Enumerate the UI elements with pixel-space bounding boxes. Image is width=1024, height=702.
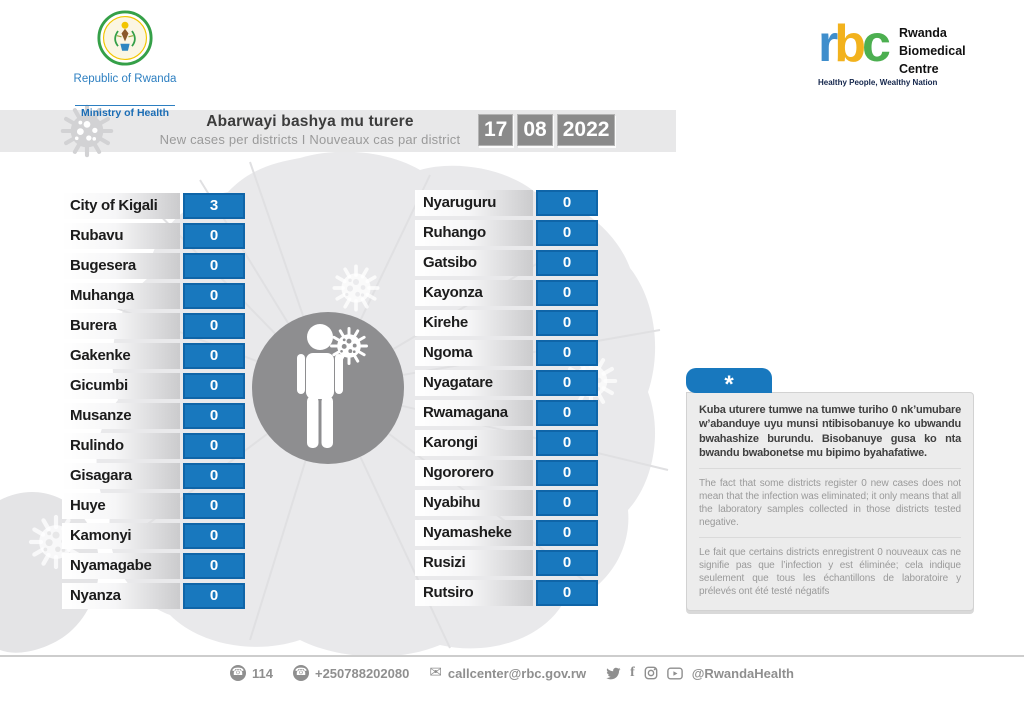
district-name: Musanze [62, 403, 180, 429]
banner-subtitle: New cases per districts I Nouveaux cas par district [159, 132, 461, 147]
district-name: Rubavu [62, 223, 180, 249]
person-infographic [252, 312, 404, 464]
district-name: Rulindo [62, 433, 180, 459]
email-icon: ✉ [429, 664, 442, 681]
district-cases-value: 0 [183, 553, 245, 579]
district-row [62, 373, 245, 399]
district-row [62, 493, 245, 519]
district-name: Karongi [415, 430, 533, 456]
district-row [62, 313, 245, 339]
banner-title-block [140, 113, 480, 147]
district-name: Gicumbi [62, 373, 180, 399]
district-cases-value: 0 [183, 313, 245, 339]
district-cases-value: 0 [536, 430, 598, 456]
district-row [62, 583, 245, 609]
district-cases-value: 0 [536, 460, 598, 486]
district-cases-value: 0 [536, 490, 598, 516]
district-row [415, 490, 598, 516]
district-name: Ngoma [415, 340, 533, 366]
district-row [415, 370, 598, 396]
district-name: Nyamasheke [415, 520, 533, 546]
district-row [62, 343, 245, 369]
moh-logo [60, 10, 190, 121]
district-cases-value: 0 [536, 340, 598, 366]
social-icons [606, 665, 794, 681]
district-name: Gisagara [62, 463, 180, 489]
district-cases-value: 0 [536, 280, 598, 306]
district-name: Nyaruguru [415, 190, 533, 216]
district-cases-value: 0 [183, 403, 245, 429]
note-french: Le fait que certains districts enregistrent 0 nouveaux cas ne signifie pas que l’infection y est éliminée; cela indique seulement que tous les échantillons de laboratoire y prélevés ont été testé négatifs [699, 547, 961, 598]
note-box [686, 392, 974, 611]
district-row [415, 340, 598, 366]
district-name: Gatsibo [415, 250, 533, 276]
date-day: 17 [478, 114, 513, 146]
phone-number: +250788202080 [314, 665, 410, 681]
district-row [415, 400, 598, 426]
district-row [62, 253, 245, 279]
district-cases-value: 0 [536, 310, 598, 336]
district-name: Nyamagabe [62, 553, 180, 579]
district-row [415, 460, 598, 486]
district-row [415, 250, 598, 276]
twitter-icon [606, 667, 621, 680]
district-name: City of Kigali [62, 193, 180, 219]
rbc-logo-letters: rbc [818, 15, 887, 73]
divider [699, 468, 961, 469]
district-cases-value: 3 [183, 193, 245, 219]
district-row [415, 220, 598, 246]
footer-hotline [230, 665, 273, 681]
footer-email [429, 665, 586, 681]
district-row [415, 550, 598, 576]
asterisk-marker: * [724, 371, 734, 398]
date-year: 2022 [557, 114, 616, 146]
district-name: Nyanza [62, 583, 180, 609]
district-name: Muhanga [62, 283, 180, 309]
district-cases-value: 0 [183, 223, 245, 249]
phone-icon: ☎ [230, 665, 246, 681]
district-cases-value: 0 [183, 523, 245, 549]
note-marker-tab [686, 368, 772, 398]
banner-title: Abarwayi bashya mu turere [206, 113, 414, 130]
district-cases-value: 0 [536, 580, 598, 606]
district-row [415, 190, 598, 216]
district-row [62, 283, 245, 309]
district-name: Huye [62, 493, 180, 519]
district-cases-value: 0 [183, 433, 245, 459]
moh-country-label: Republic of Rwanda [73, 73, 177, 85]
note-english: The fact that some districts register 0 new cases does not mean that the infection was eliminated; it only means that all the laboratory samples collected in those districts tested negative. [699, 478, 961, 529]
district-row [62, 463, 245, 489]
district-cases-value: 0 [183, 583, 245, 609]
rwanda-coat-of-arms [96, 10, 154, 66]
district-row [62, 553, 245, 579]
rbc-tagline: Healthy People, Wealthy Nation [818, 78, 938, 87]
district-cases-value: 0 [536, 190, 598, 216]
district-cases-value: 0 [536, 370, 598, 396]
district-name: Rutsiro [415, 580, 533, 606]
district-name: Nyabihu [415, 490, 533, 516]
note-kinyarwanda: Kuba uturere tumwe na tumwe turiho 0 nk’umubare w’abanduye uyu munsi ntibisobanuye ko ubwandu bwahashize burundu. Bisobanuye gusa ko nta bwandu bwabonetse mu bipimo byahafatiwe. [699, 404, 961, 459]
district-cases-value: 0 [536, 400, 598, 426]
divider [699, 537, 961, 538]
district-row [415, 310, 598, 336]
district-row [415, 520, 598, 546]
district-cases-value: 0 [183, 253, 245, 279]
district-name: Bugesera [62, 253, 180, 279]
district-row [62, 193, 245, 219]
instagram-icon [644, 666, 658, 680]
district-name: Kayonza [415, 280, 533, 306]
district-row [62, 403, 245, 429]
hotline-number: 114 [252, 665, 273, 681]
district-row [415, 280, 598, 306]
rbc-logo [818, 15, 966, 87]
district-row [62, 523, 245, 549]
district-name: Rusizi [415, 550, 533, 576]
social-handle: @RwandaHealth [691, 665, 794, 681]
district-name: Gakenke [62, 343, 180, 369]
footer-phone [293, 665, 409, 681]
district-cases-value: 0 [536, 520, 598, 546]
rbc-name: Rwanda Biomedical Centre [898, 26, 966, 77]
district-name: Rwamagana [415, 400, 533, 426]
district-name: Kamonyi [62, 523, 180, 549]
district-row [415, 430, 598, 456]
district-cases-value: 0 [183, 343, 245, 369]
district-name: Kirehe [415, 310, 533, 336]
district-row [415, 580, 598, 606]
district-name: Burera [62, 313, 180, 339]
district-cases-value: 0 [183, 493, 245, 519]
district-cases-value: 0 [536, 250, 598, 276]
district-cases-value: 0 [536, 220, 598, 246]
districts-right-column [415, 190, 598, 610]
footer [0, 655, 1024, 702]
date-month: 08 [517, 114, 552, 146]
district-cases-value: 0 [536, 550, 598, 576]
moh-ministry-label: Ministry of Health [75, 105, 175, 119]
district-name: Nyagatare [415, 370, 533, 396]
district-row [62, 433, 245, 459]
district-name: Ngororero [415, 460, 533, 486]
youtube-icon [667, 667, 683, 680]
district-cases-value: 0 [183, 283, 245, 309]
district-row [62, 223, 245, 249]
district-name: Ruhango [415, 220, 533, 246]
report-date [478, 114, 615, 146]
districts-left-column [62, 193, 245, 613]
email-address: callcenter@rbc.gov.rw [447, 665, 587, 681]
phone-icon: ☎ [293, 665, 309, 681]
facebook-icon: f [630, 665, 635, 680]
district-cases-value: 0 [183, 373, 245, 399]
district-cases-value: 0 [183, 463, 245, 489]
